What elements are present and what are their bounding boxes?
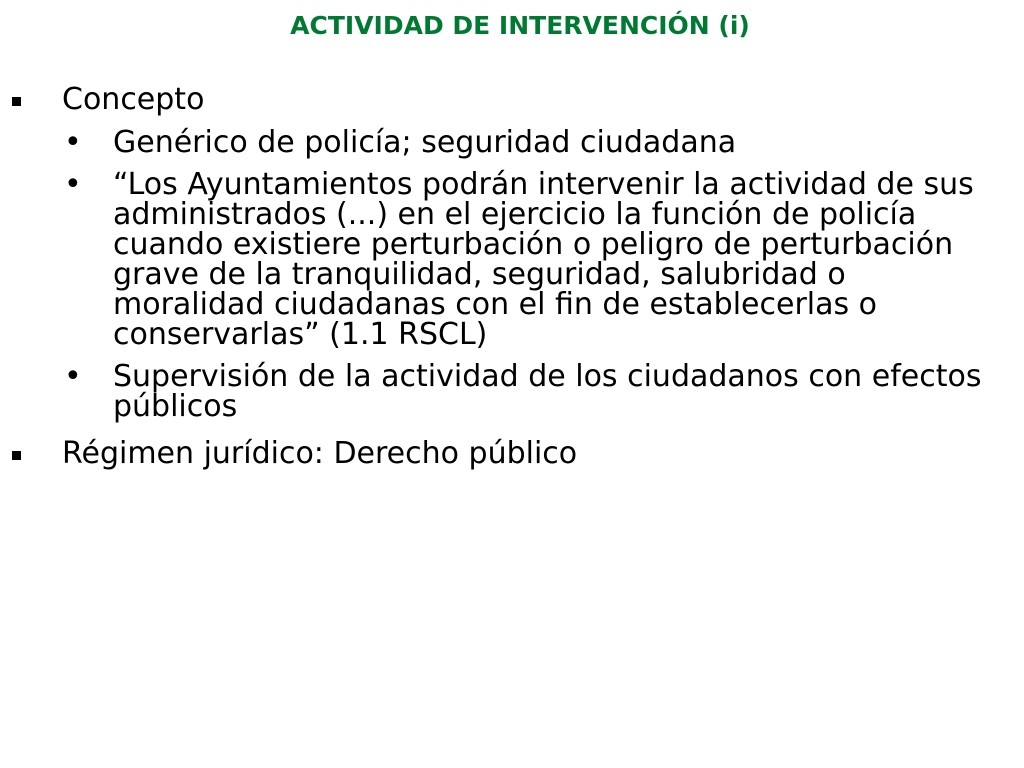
slide-content — [0, 80, 1024, 482]
round-bullet-icon: • — [64, 125, 82, 160]
round-bullet-icon: • — [64, 167, 82, 202]
bullet-text: Concepto — [62, 82, 205, 117]
square-bullet-icon — [12, 97, 21, 106]
bullet-item-regimen — [0, 434, 1024, 474]
sub-bullet-item — [0, 125, 1024, 160]
bullet-item-concepto — [0, 80, 1024, 120]
sub-bullet-list — [0, 125, 1024, 424]
bullet-text: Régimen jurídico: Derecho público — [62, 436, 578, 471]
sub-bullet-text: “Los Ayuntamientos podrán intervenir la actividad de sus administrados (...) en el ejercicio la función de policía cuando existiere perturbación o peligro de perturbación grave de la tranquilidad, seguridad, salubridad o moralidad ciudadanas con el fin de establecerlas o conservarlas” (1.1 RSCL) — [113, 167, 974, 352]
sub-bullet-text: Genérico de policía; seguridad ciudadana — [113, 125, 737, 160]
sub-bullet-item — [0, 167, 1024, 352]
square-bullet-icon — [12, 451, 21, 460]
slide-title: ACTIVIDAD DE INTERVENCIÓN (i) — [290, 11, 750, 40]
sub-bullet-item — [0, 359, 1024, 424]
sub-bullet-text: Supervisión de la actividad de los ciudadanos con efectos públicos — [113, 359, 982, 424]
round-bullet-icon: • — [64, 359, 82, 394]
